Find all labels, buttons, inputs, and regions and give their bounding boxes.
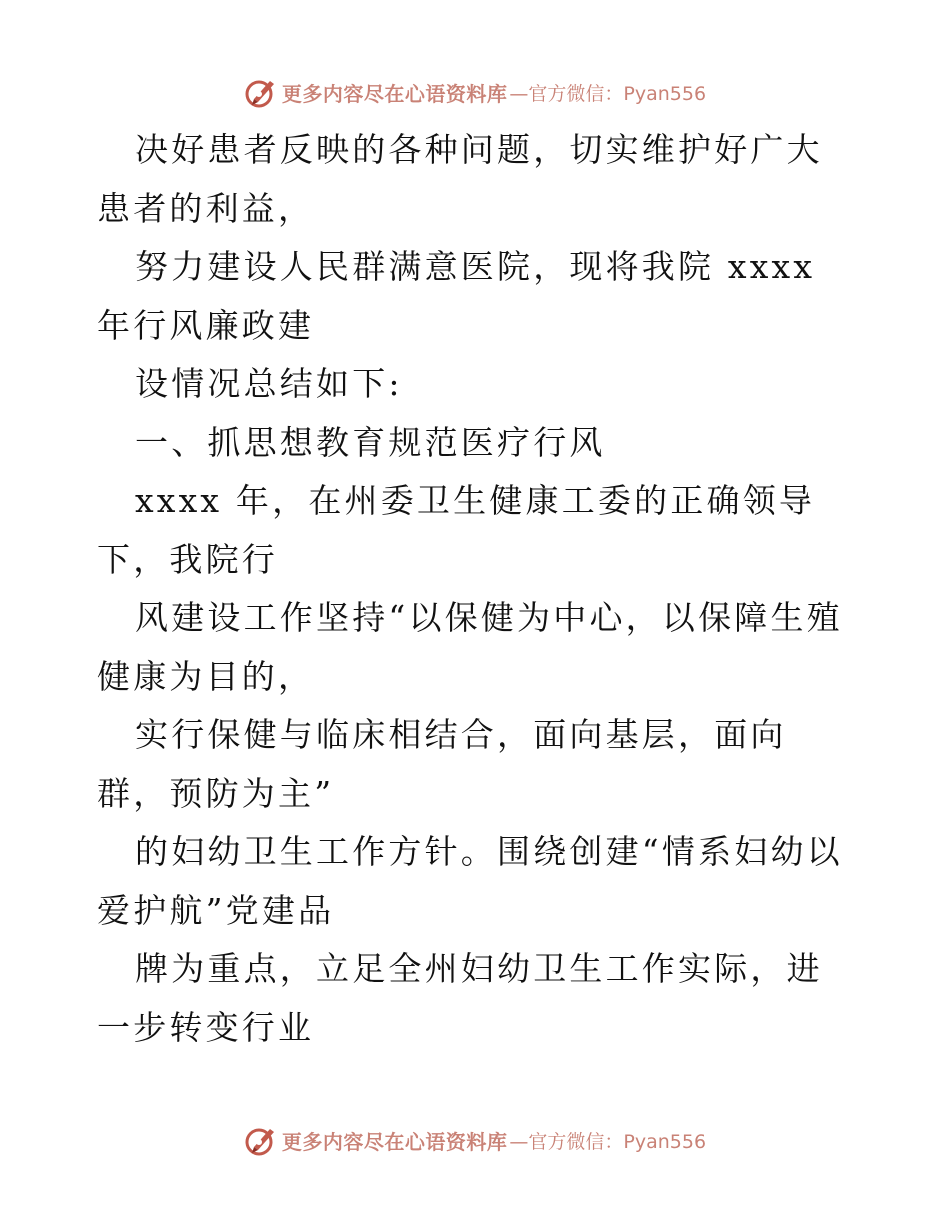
paragraph: xxxx 年，在州委卫生健康工委的正确领导下，我院行 [97,481,816,579]
quill-pen-logo-icon [244,75,278,109]
watermark-footer [0,1120,950,1160]
paragraph: 决好患者反映的各种问题，切实维护好广大患者的利益， [97,130,823,228]
paragraph: 努力建设人民群满意医院，现将我院 xxxx 年行风廉政建 [97,247,816,345]
quill-pen-logo-icon [244,1123,278,1157]
document-body [97,121,857,1057]
section-heading: 一、抓思想教育规范医疗行风 [135,422,606,462]
paragraph: 的妇幼卫生工作方针。围绕创建“情系妇幼以爱护航”党建品 [97,832,843,930]
watermark-brand-text: 更多内容尽在心语资料库 [281,1129,508,1154]
paragraph: 牌为重点，立足全州妇幼卫生工作实际，进一步转变行业 [97,949,823,1047]
watermark-header [0,72,950,112]
paragraph: 实行保健与临床相结合，面向基层，面向群，预防为主” [97,715,787,813]
watermark-wechat-text: —官方微信：Pyan556 [509,82,707,105]
watermark-brand-text: 更多内容尽在心语资料库 [281,81,508,106]
watermark-wechat-text: —官方微信：Pyan556 [509,1130,707,1153]
paragraph: 设情况总结如下: [135,364,403,403]
paragraph: 风建设工作坚持“以保健为中心，以保障生殖健康为目的， [97,598,843,696]
